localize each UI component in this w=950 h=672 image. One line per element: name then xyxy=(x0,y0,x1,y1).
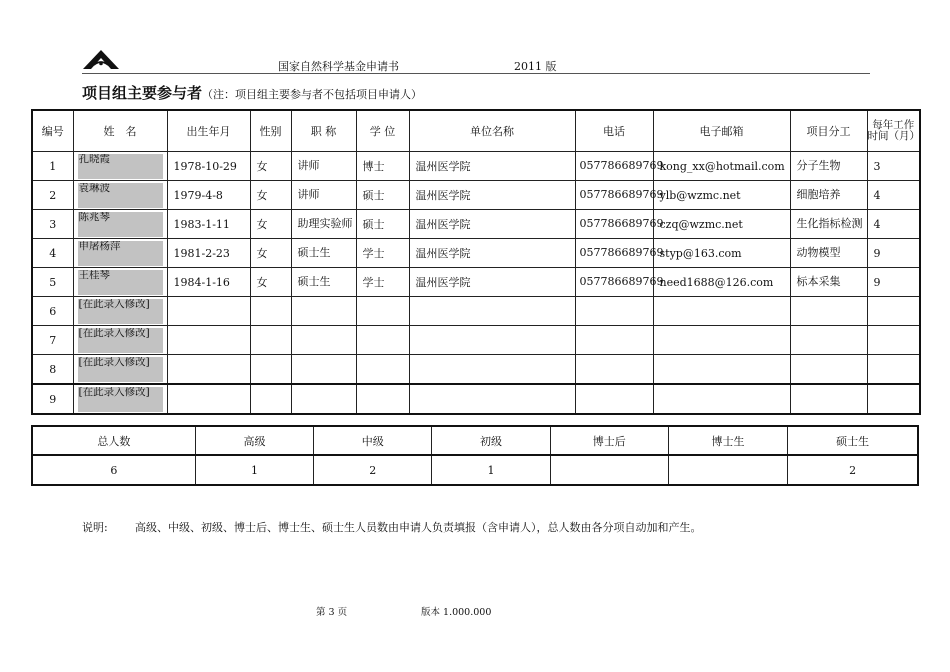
cell-title xyxy=(291,355,356,385)
header-hours: 每年工作时间（月） xyxy=(867,110,920,152)
cell-role: 分子生物 xyxy=(790,152,867,181)
cell-no: 5 xyxy=(32,268,73,297)
cell-role: 动物模型 xyxy=(790,239,867,268)
version-number: 版本 1.000.000 xyxy=(421,607,492,618)
cell-org: 温州医学院 xyxy=(409,210,575,239)
header-org: 单位名称 xyxy=(409,110,575,152)
summary-header-row xyxy=(32,426,918,455)
header-role: 项目分工 xyxy=(790,110,867,152)
cell-role xyxy=(790,355,867,385)
cell-org: 温州医学院 xyxy=(409,239,575,268)
cell-gender: 女 xyxy=(250,152,291,181)
cell-gender xyxy=(250,297,291,326)
summary-header-cell: 总人数 xyxy=(32,426,195,455)
cell-gender: 女 xyxy=(250,268,291,297)
cell-no: 9 xyxy=(32,384,73,414)
header-birth: 出生年月 xyxy=(167,110,250,152)
cell-email: styp@163.com xyxy=(653,239,790,268)
cell-title: 讲师 xyxy=(291,181,356,210)
header-email: 电子邮箱 xyxy=(653,110,790,152)
name-input-field[interactable]: 王桂琴 xyxy=(78,270,163,295)
cell-degree xyxy=(356,355,409,385)
cell-birth: 1984-1-16 xyxy=(167,268,250,297)
cell-no: 3 xyxy=(32,210,73,239)
cell-email xyxy=(653,326,790,355)
header-no: 编号 xyxy=(32,110,73,152)
cell-org: 温州医学院 xyxy=(409,181,575,210)
cell-no: 4 xyxy=(32,239,73,268)
cell-hours xyxy=(867,355,920,385)
cell-gender: 女 xyxy=(250,210,291,239)
cell-name xyxy=(73,355,167,385)
cell-title: 硕士生 xyxy=(291,268,356,297)
cell-hours: 9 xyxy=(867,239,920,268)
cell-email: ylb@wzmc.net xyxy=(653,181,790,210)
cell-org: 温州医学院 xyxy=(409,152,575,181)
table-row xyxy=(32,268,920,297)
mountain-logo-icon xyxy=(82,48,120,70)
cell-birth xyxy=(167,384,250,414)
cell-birth: 1979-4-8 xyxy=(167,181,250,210)
table-row xyxy=(32,355,920,385)
section-note: （注：项目组主要参与者不包括项目申请人） xyxy=(202,88,423,101)
name-input-field[interactable]: [在此录入修改] xyxy=(78,299,163,324)
cell-email: czq@wzmc.net xyxy=(653,210,790,239)
cell-name xyxy=(73,268,167,297)
cell-gender xyxy=(250,355,291,385)
cell-phone: 057786689769 xyxy=(575,181,653,210)
cell-org xyxy=(409,297,575,326)
summary-header-cell: 硕士生 xyxy=(788,426,918,455)
cell-birth xyxy=(167,297,250,326)
cell-gender: 女 xyxy=(250,181,291,210)
cell-role xyxy=(790,297,867,326)
cell-phone: 057786689769 xyxy=(575,268,653,297)
cell-title xyxy=(291,297,356,326)
table-row xyxy=(32,210,920,239)
cell-role: 标本采集 xyxy=(790,268,867,297)
cell-no: 7 xyxy=(32,326,73,355)
cell-hours: 4 xyxy=(867,181,920,210)
cell-role xyxy=(790,326,867,355)
cell-birth: 1978-10-29 xyxy=(167,152,250,181)
name-input-field[interactable]: [在此录入修改] xyxy=(78,357,163,382)
cell-title xyxy=(291,384,356,414)
cell-email xyxy=(653,297,790,326)
cell-degree: 学士 xyxy=(356,239,409,268)
name-input-field[interactable]: [在此录入修改] xyxy=(78,328,163,353)
cell-no: 2 xyxy=(32,181,73,210)
cell-phone xyxy=(575,384,653,414)
header-degree: 学 位 xyxy=(356,110,409,152)
table-row xyxy=(32,239,920,268)
summary-header-cell: 初级 xyxy=(432,426,550,455)
cell-gender xyxy=(250,326,291,355)
header-gender: 性别 xyxy=(250,110,291,152)
summary-value-cell xyxy=(668,455,787,485)
cell-hours: 4 xyxy=(867,210,920,239)
cell-phone xyxy=(575,355,653,385)
summary-value-cell: 2 xyxy=(788,455,918,485)
summary-header-cell: 博士后 xyxy=(550,426,668,455)
summary-table xyxy=(31,425,919,486)
section-title xyxy=(82,82,422,103)
summary-value-cell: 6 xyxy=(32,455,195,485)
summary-header-cell: 高级 xyxy=(195,426,313,455)
section-heading: 项目组主要参与者 xyxy=(82,84,203,102)
participants-header-row xyxy=(32,110,920,152)
summary-values-row xyxy=(32,455,918,485)
summary-value-cell: 1 xyxy=(195,455,313,485)
cell-org: 温州医学院 xyxy=(409,268,575,297)
cell-hours: 9 xyxy=(867,268,920,297)
cell-role xyxy=(790,384,867,414)
cell-birth: 1983-1-11 xyxy=(167,210,250,239)
table-row xyxy=(32,297,920,326)
name-input-field[interactable]: [在此录入修改] xyxy=(78,387,163,412)
summary-header-cell: 中级 xyxy=(314,426,432,455)
table-row xyxy=(32,384,920,414)
cell-gender xyxy=(250,384,291,414)
cell-org xyxy=(409,326,575,355)
cell-name xyxy=(73,210,167,239)
document-year: 2011 版 xyxy=(514,60,557,73)
cell-title: 讲师 xyxy=(291,152,356,181)
name-input-field[interactable]: 陈兆琴 xyxy=(78,212,163,237)
cell-org xyxy=(409,355,575,385)
cell-birth xyxy=(167,355,250,385)
cell-role: 生化指标检测 xyxy=(790,210,867,239)
cell-org xyxy=(409,384,575,414)
cell-phone xyxy=(575,297,653,326)
table-row xyxy=(32,181,920,210)
cell-email: kong_xx@hotmail.com xyxy=(653,152,790,181)
name-input-field[interactable]: 袁琳波 xyxy=(78,183,163,208)
header-phone: 电话 xyxy=(575,110,653,152)
cell-phone: 057786689769 xyxy=(575,210,653,239)
cell-gender: 女 xyxy=(250,239,291,268)
cell-degree: 硕士 xyxy=(356,181,409,210)
cell-phone: 057786689769 xyxy=(575,152,653,181)
cell-email xyxy=(653,355,790,385)
cell-email xyxy=(653,384,790,414)
cell-phone: 057786689769 xyxy=(575,239,653,268)
cell-hours: 3 xyxy=(867,152,920,181)
page-number: 第 3 页 xyxy=(316,607,348,618)
cell-degree xyxy=(356,297,409,326)
cell-no: 6 xyxy=(32,297,73,326)
summary-header-cell: 博士生 xyxy=(668,426,787,455)
cell-name xyxy=(73,152,167,181)
explanation xyxy=(82,519,702,535)
cell-name xyxy=(73,326,167,355)
header-name: 姓 名 xyxy=(73,110,167,152)
cell-email: need1688@126.com xyxy=(653,268,790,297)
explanation-text: 高级、中级、初级、博士后、博士生、硕士生人员数由申请人负责填报（含申请人），总人数由各分项自动加和产生。 xyxy=(135,521,702,534)
cell-no: 8 xyxy=(32,355,73,385)
summary-value-cell: 2 xyxy=(314,455,432,485)
cell-degree: 学士 xyxy=(356,268,409,297)
participants-body xyxy=(32,152,920,415)
header-title: 职 称 xyxy=(291,110,356,152)
cell-birth: 1981-2-23 xyxy=(167,239,250,268)
cell-name xyxy=(73,239,167,268)
cell-no: 1 xyxy=(32,152,73,181)
document-title: 国家自然科学基金申请书 xyxy=(278,60,399,73)
cell-name xyxy=(73,384,167,414)
cell-hours xyxy=(867,384,920,414)
name-input-field[interactable]: 申屠杨萍 xyxy=(78,241,163,266)
table-row xyxy=(32,326,920,355)
name-input-field[interactable]: 孔晓霞 xyxy=(78,154,163,179)
cell-hours xyxy=(867,297,920,326)
cell-title: 助理实验师 xyxy=(291,210,356,239)
cell-title xyxy=(291,326,356,355)
cell-name xyxy=(73,181,167,210)
cell-degree xyxy=(356,326,409,355)
table-row xyxy=(32,152,920,181)
cell-hours xyxy=(867,326,920,355)
cell-title: 硕士生 xyxy=(291,239,356,268)
cell-role: 细胞培养 xyxy=(790,181,867,210)
cell-degree xyxy=(356,384,409,414)
participants-table xyxy=(31,109,921,415)
summary-value-cell xyxy=(550,455,668,485)
cell-name xyxy=(73,297,167,326)
page-header xyxy=(82,46,870,74)
cell-birth xyxy=(167,326,250,355)
cell-degree: 硕士 xyxy=(356,210,409,239)
cell-phone xyxy=(575,326,653,355)
explanation-label: 说明: xyxy=(82,521,108,534)
cell-degree: 博士 xyxy=(356,152,409,181)
summary-value-cell: 1 xyxy=(432,455,550,485)
